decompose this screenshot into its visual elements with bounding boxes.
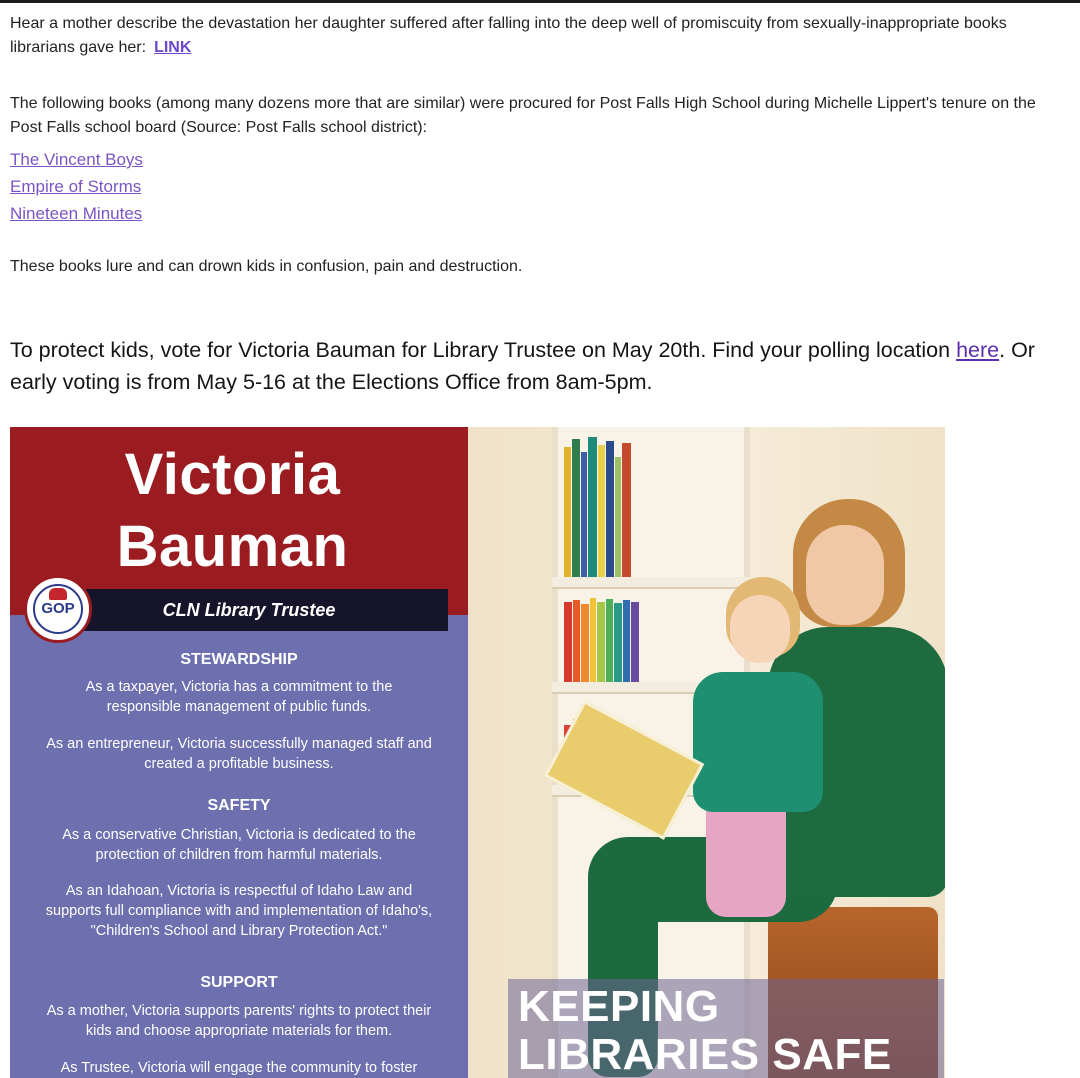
- intro-link[interactable]: LINK: [154, 39, 192, 56]
- flyer-text-panel: [10, 427, 468, 1078]
- section-heading: STEWARDSHIP: [180, 651, 298, 668]
- polling-location-link[interactable]: here: [956, 338, 1000, 362]
- campaign-flyer: [10, 427, 945, 1078]
- section-paragraph: As a taxpayer, Victoria has a commitment to the responsible management of public funds.: [85, 679, 393, 715]
- shelf: [552, 577, 750, 589]
- book-list: [10, 146, 143, 227]
- section-heading: SAFETY: [207, 797, 271, 814]
- top-border: [0, 0, 1080, 3]
- book-row: [564, 435, 632, 577]
- book-link[interactable]: Nineteen Minutes: [10, 204, 143, 223]
- book-row: [564, 597, 640, 682]
- section-paragraph: As an Idahoan, Victoria is respectful of Idaho Law and supports full compliance with and implementation of Idaho's, "Children's School and Library Protection Act.": [45, 883, 433, 939]
- candidate-first-name: Victoria: [124, 442, 341, 507]
- role-bar: CLN Library Trustee: [50, 589, 448, 631]
- gop-seal-logo: [24, 575, 92, 643]
- section-heading: SUPPORT: [200, 974, 278, 991]
- candidate-last-name: Bauman: [116, 514, 349, 579]
- candidate-photo: [468, 427, 945, 1078]
- child-face: [730, 595, 790, 663]
- woman-face: [806, 525, 884, 625]
- section-paragraph: As Trustee, Victoria will engage the community to foster: [60, 1060, 418, 1076]
- book-link[interactable]: Empire of Storms: [10, 177, 142, 196]
- intro-text: Hear a mother describe the devastation her daughter suffered after falling into the deep well of promiscuity from sexually-inappropriate books librarians gave her:: [10, 15, 1007, 56]
- closing-paragraph: These books lure and can drown kids in confusion, pain and destruction.: [10, 258, 523, 275]
- books-intro-paragraph: The following books (among many dozens more that are similar) were procured for Post Falls High School during Michelle Lippert's tenure on the Post Falls school board (Source: Post Falls school district):: [10, 95, 1036, 136]
- vote-text-before: To protect kids, vote for Victoria Bauman for Library Trustee on May 20th. Find your polling location: [10, 338, 957, 362]
- elephant-icon: [49, 588, 67, 600]
- caption-line-2: LIBRARIES SAFE: [518, 1030, 892, 1078]
- child-figure: [693, 672, 823, 812]
- vote-paragraph: [10, 334, 1070, 398]
- book-link[interactable]: The Vincent Boys: [10, 150, 143, 169]
- section-paragraph: As a mother, Victoria supports parents' rights to protect their kids and choose appropriate materials for them.: [46, 1003, 432, 1039]
- section-paragraph: As a conservative Christian, Victoria is dedicated to the protection of children from harmful materials.: [62, 827, 416, 863]
- seal-text: GOP: [41, 600, 75, 617]
- section-paragraph: As an entrepreneur, Victoria successfully managed staff and created a profitable business.: [46, 736, 432, 772]
- vote-text-after: . Or early voting is from May 5-16 at the Elections Office from 8am-5pm.: [10, 338, 1035, 394]
- caption-line-1: KEEPING: [518, 982, 720, 1031]
- intro-paragraph: [10, 12, 1070, 60]
